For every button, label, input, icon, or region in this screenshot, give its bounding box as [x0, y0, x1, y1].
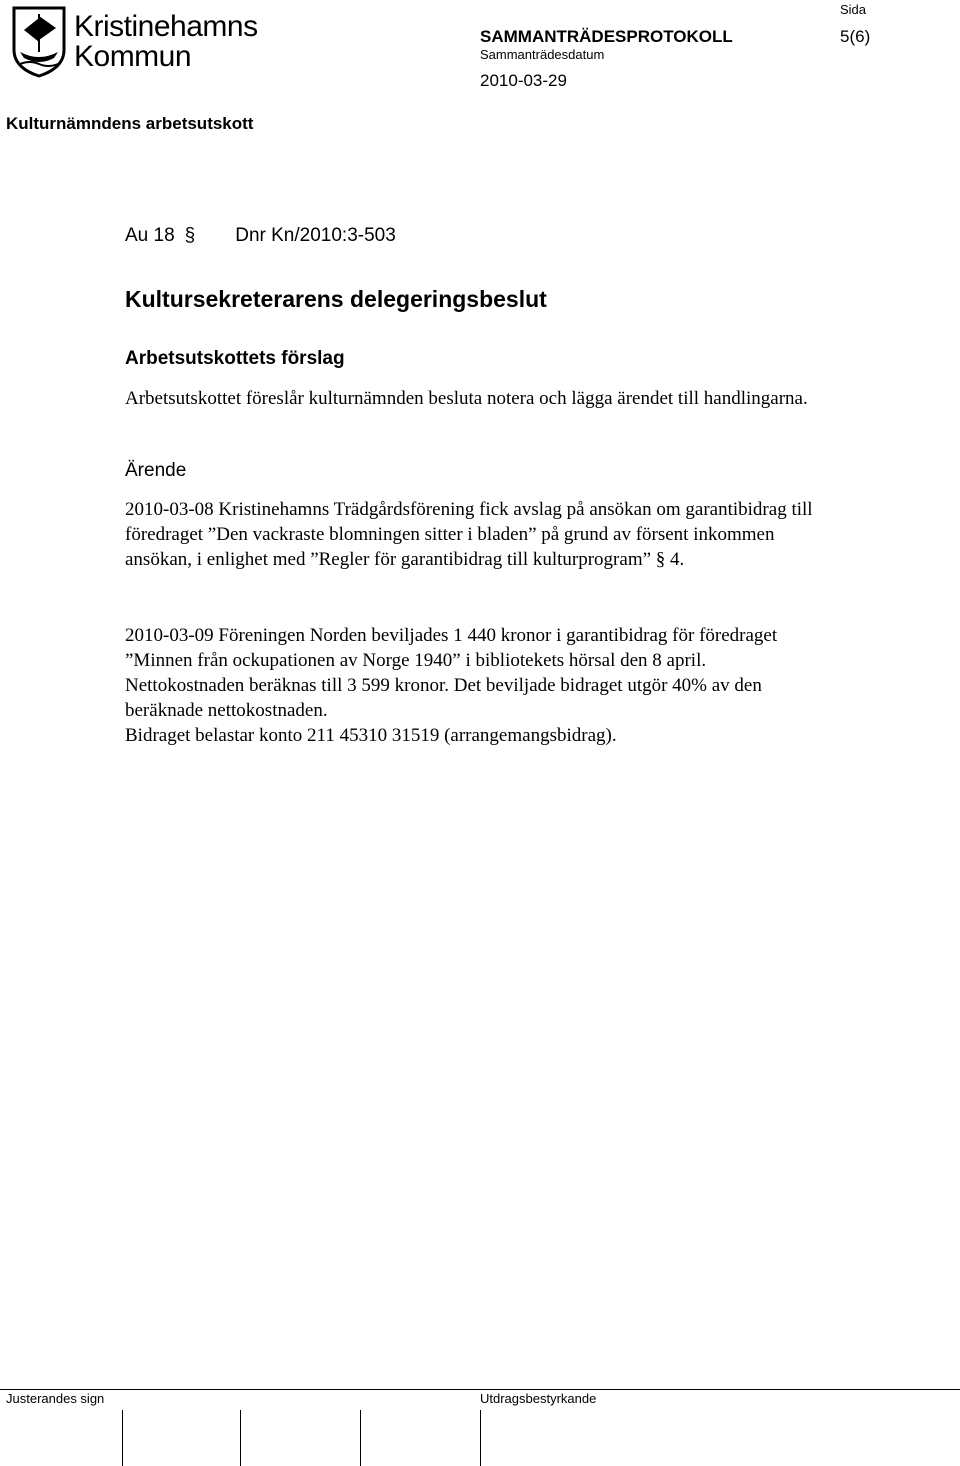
arende-paragraph-2-body: 2010-03-09 Föreningen Norden beviljades 1 440 kronor i garantibidrag för föredraget ”Minnen från ockupationen av Norge 1940” i bibliotekets hörsal den 8 april. Nettokostnaden beräknas till 3 599 kronor. Det beviljade bidraget utgör 40% av den beräknade nettokostnaden.	[125, 625, 778, 721]
case-title: Kultursekreterarens delegeringsbeslut	[125, 286, 547, 312]
municipality-logo-text	[74, 12, 258, 72]
page-label: Sida	[840, 2, 867, 17]
arende-heading: Ärende	[125, 460, 187, 481]
page-number: 5(6)	[840, 27, 871, 46]
footer-divider	[0, 1389, 960, 1390]
committee-name: Kulturnämndens arbetsutskott	[6, 114, 254, 133]
section-symbol: §	[184, 225, 196, 246]
meeting-date-label: Sammanträdesdatum	[480, 47, 605, 62]
signature-box-divider	[122, 1410, 123, 1466]
protocol-title: SAMMANTRÄDESPROTOKOLL	[480, 27, 733, 46]
signature-box-divider	[240, 1410, 241, 1466]
signature-box-divider	[360, 1410, 361, 1466]
meeting-date-value: 2010-03-29	[480, 71, 567, 90]
case-reference-line	[125, 225, 396, 247]
adjuster-signature-label: Justerandes sign	[6, 1391, 105, 1406]
arende-paragraph-2-account: Bidraget belastar konto 211 45310 31519 (arrangemangsbidrag).	[125, 725, 617, 746]
logo-name-line2: Kommun	[74, 40, 192, 73]
arende-paragraph-1: 2010-03-08 Kristinehamns Trädgårdsförening fick avslag på ansökan om garantibidrag till föredraget ”Den vackraste blomningen sitter i bladen” på grund av försent inkommen ansökan, i enlighet med ”Regler för garantibidrag till kulturprogram” § 4.	[125, 499, 813, 570]
signature-box-divider	[480, 1410, 481, 1466]
case-number: Au 18	[125, 225, 175, 246]
municipality-logo-ship-icon	[6, 4, 72, 78]
proposal-text: Arbetsutskottet föreslår kulturnämnden besluta notera och lägga ärendet till handlingarna.	[125, 388, 808, 409]
proposal-heading: Arbetsutskottets förslag	[125, 348, 345, 369]
case-dnr: Dnr Kn/2010:3-503	[235, 225, 396, 246]
arende-paragraph-2	[125, 623, 825, 748]
extract-certification-label: Utdragsbestyrkande	[480, 1391, 597, 1406]
logo-name-line1: Kristinehamns	[74, 10, 258, 43]
